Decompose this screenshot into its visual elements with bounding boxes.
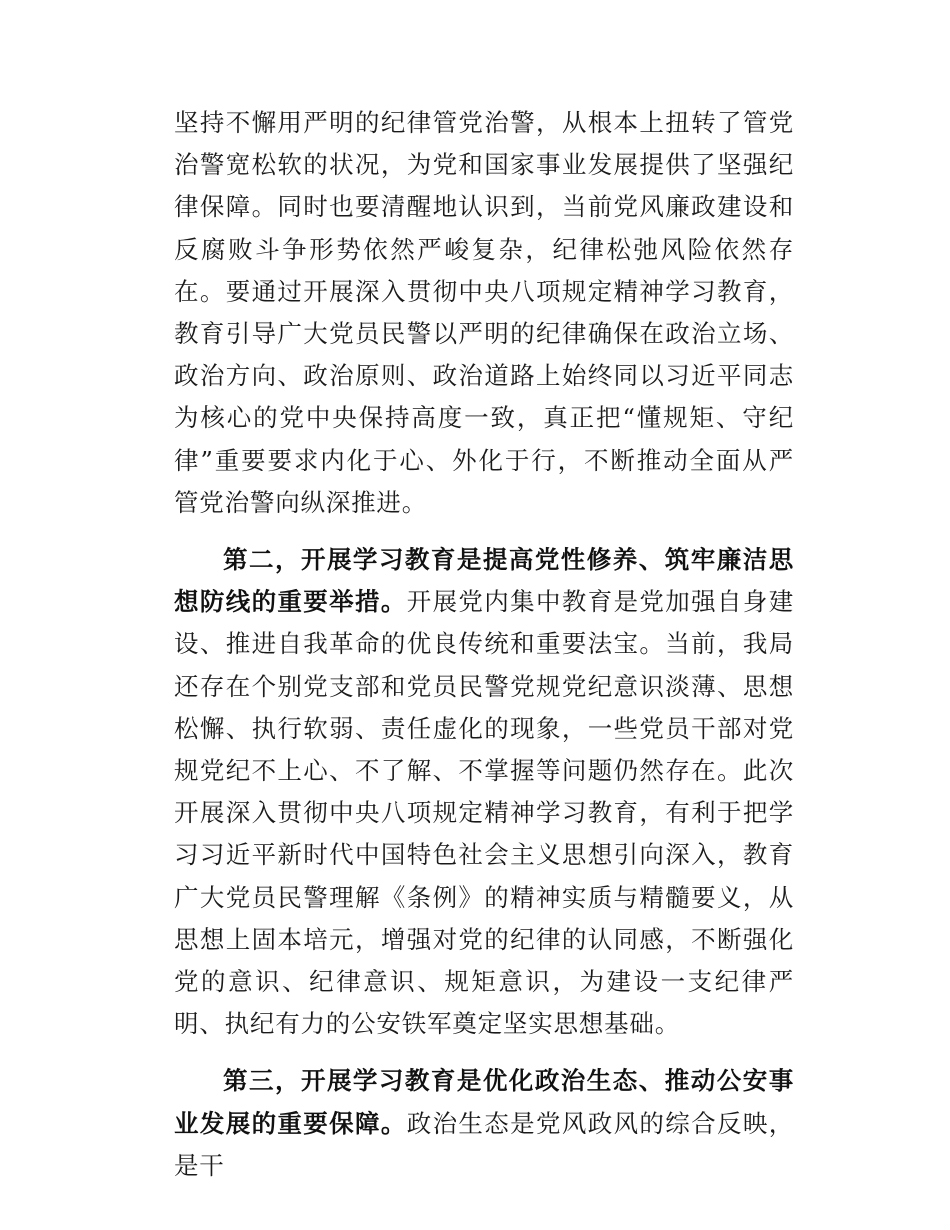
document-page (174, 102, 794, 1187)
paragraph-second-point (174, 539, 794, 1045)
paragraph-lead: 第二，开展学习教育是提高党性修养、筑牢廉洁思想防线的重要举措。 (174, 545, 794, 617)
paragraph-lead: 第三，开展学习教育是优化政治生态、推动公安事业发展的重要保障。 (174, 1066, 794, 1138)
paragraph-body: 政治生态是党风政风的综合反映，是干 (174, 1108, 795, 1180)
paragraph-continuation (174, 102, 794, 524)
paragraph-body: 开展党内集中教育是党加强自身建设、推进自我革命的优良传统和重要法宝。当前，我局还存在个别党支部和党员民警党规党纪意识淡薄、思想松懈、执行软弱、责任虚化的现象，一些党员干部对党规党纪不上心、不了解、不掌握等问题仍然存在。此次开展深入贯彻中央八项规定精神学习教育，有利于把学习习近平新时代中国特色社会主义思想引向深入，教育广大党员民警理解《条例》的精神实质与精髓要义，从思想上固本培元，增强对党的纪律的认同感，不断强化党的意识、纪律意识、规矩意识，为建设一支纪律严明、执纪有力的公安铁军奠定坚实思想基础。 (174, 587, 795, 1039)
paragraph-third-point (174, 1060, 794, 1187)
paragraph-body: 坚持不懈用严明的纪律管党治警，从根本上扭转了管党治警宽松软的状况，为党和国家事业发展提供了坚强纪律保障。同时也要清醒地认识到，当前党风廉政建设和反腐败斗争形势依然严峻复杂，纪律松弛风险依然存在。要通过开展深入贯彻中央八项规定精神学习教育，教育引导广大党员民警以严明的纪律确保在政治立场、政治方向、政治原则、政治道路上始终同以习近平同志为核心的党中央保持高度一致，真正把“懂规矩、守纪律”重要要求内化于心、外化于行，不断推动全面从严管党治警向纵深推进。 (174, 108, 794, 517)
